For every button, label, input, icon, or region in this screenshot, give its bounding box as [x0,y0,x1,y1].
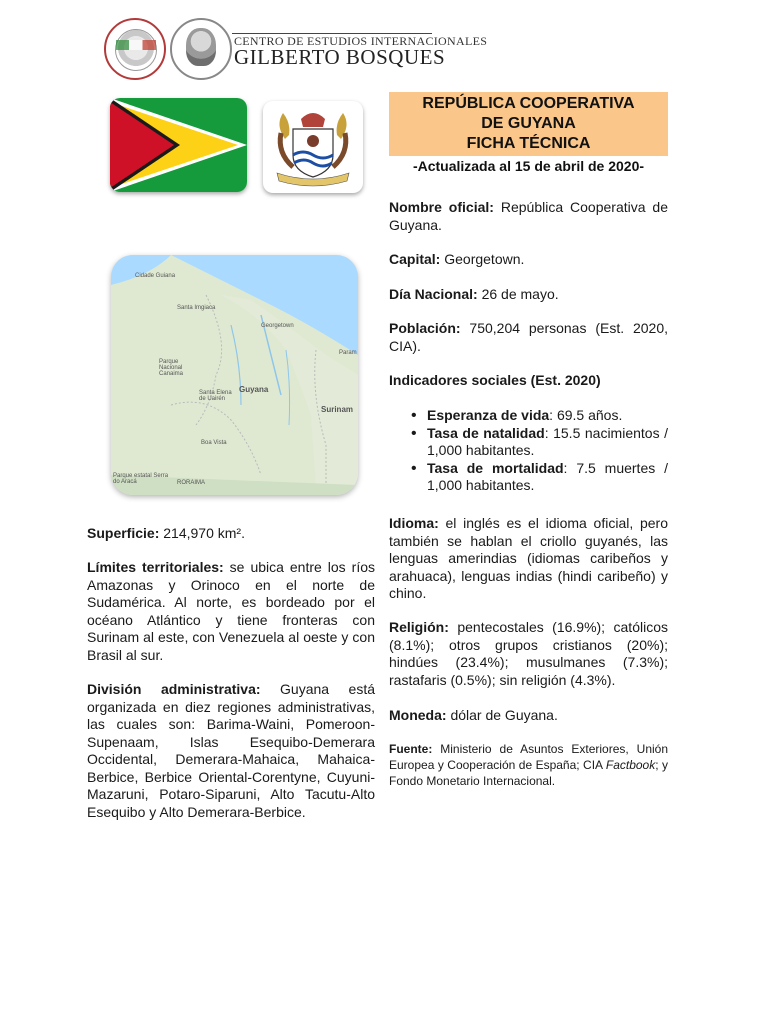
limites-label: Límites territoriales: [87,559,224,575]
indicator-value: : 69.5 años. [549,407,623,423]
superficie-paragraph [87,525,375,543]
division-value: Guyana está organizada en diez regiones administrativas, las cuales son: Barima-Waini, Pomeroon-Supenaam, Islas Esequibo-Demerara Occidental, Demerara-Mahaica, Mahaica-Berbice, Berbice Oriental-Corentyne, Cuyuni-Mazaruni, Potaro-Siparuni, Alto Tacutu-Alto Esequibo y Alto Demerara-Berbice. [87,681,375,820]
map-label: Santa Elena de Uairén [199,390,232,402]
indicator-label: Esperanza de vida [427,407,550,423]
header-subtitle: CENTRO DE ESTUDIOS INTERNACIONALES [234,34,488,48]
division-label: División administrativa: [87,681,261,697]
poblacion-paragraph [389,320,668,355]
religion-paragraph [389,619,668,689]
nombre-label: Nombre oficial: [389,199,494,215]
idioma-value: el inglés es el idioma oficial, pero también se hablan el criollo guyanés, las lenguas amerindias (idiomas caribeños y arahuaca), lenguas indias (hindi caribeño) y chino. [389,515,668,601]
indicator-label: Tasa de natalidad [427,424,545,441]
religion-value: pentecostales (16.9%); católicos (8.1%); otros grupos cristianos (20%); hindúes (23.4%); musulmanes (7.3%); rastafaris (0.5%); sin religión (4.3%). [389,619,668,688]
header-title: GILBERTO BOSQUES [234,45,446,69]
moneda-paragraph [389,707,668,725]
moneda-label: Moneda: [389,707,447,723]
idioma-label: Idioma: [389,515,439,531]
superficie-value: 214,970 km². [159,525,245,541]
indicator-label: Tasa de mortalidad [427,459,564,476]
list-item [427,407,668,425]
fuente-label: Fuente: [389,742,433,756]
moneda-value: dólar de Guyana. [446,707,558,723]
capital-value: Georgetown. [440,251,525,267]
dia-value: 26 de mayo. [477,286,559,302]
map-label: Surinam [321,405,354,414]
title-line-3: FICHA TÉCNICA [466,135,591,152]
nombre-paragraph [389,199,668,234]
poblacion-value: 750,204 personas (Est. 2020, CIA). [389,320,668,354]
fuente-value: Ministerio de Asuntos Exteriores, Unión Europea y Cooperación de España; CIA [389,742,668,772]
division-paragraph [87,681,375,821]
indicadores-list [389,407,668,495]
superficie-label: Superficie: [87,525,160,541]
list-item [427,425,668,460]
list-item [427,460,668,495]
fuente-value-end: ; y Fondo Monetario Internacional. [389,758,669,788]
fuente-paragraph [389,741,668,789]
gilberto-bosques-seal-logo [170,18,232,80]
map-label: Boa Vista [201,440,227,446]
nombre-value: República Cooperativa de Guyana. [389,199,668,233]
limites-paragraph [87,559,375,664]
map-label: Guyana [239,385,269,394]
updated-date: -Actualizada al 15 de abril de 2020- [412,158,645,174]
indicadores-heading: Indicadores sociales (Est. 2020) [389,372,601,388]
capital-label: Capital: [389,251,441,267]
indicator-value: : 15.5 nacimientos / 1,000 habitantes. [427,424,668,458]
portrait-emblem [186,28,216,66]
idioma-paragraph [389,515,668,603]
religion-label: Religión: [389,619,449,635]
map-label: Parque Nacional Canaima [159,359,184,377]
mexico-eagle-emblem [115,29,157,71]
dia-label: Día Nacional: [389,286,478,302]
tricolor-ribbon [116,40,156,50]
map-label: Santa Imgiaca [177,305,216,311]
limites-value: se ubica entre los ríos Amazonas y Orinoco en el norte de Sudamérica. Al norte, es bordeado por el océano Atlántico y tiene fronteras con Surinam al este, con Venezuela al oeste y con Brasil al sur. [87,559,375,663]
map-label: Georgetown [261,323,294,329]
title-line-2: DE GUYANA [481,115,576,132]
map-label: RORAIMA [177,480,206,486]
dia-nacional-paragraph [389,286,668,304]
map-label: Param [339,350,357,356]
coat-of-arms-image [263,101,363,193]
map-label: Parque estatal Serra do Aracá [113,473,169,485]
poblacion-label: Población: [389,320,461,336]
guyana-map-image [111,255,358,495]
map-label: Cidade Guiana [135,273,176,279]
title-line-1: REPÚBLICA COOPERATIVA [422,95,635,112]
document-title-box [389,92,668,156]
capital-paragraph [389,251,668,269]
fuente-italic: Factbook [605,758,656,772]
senate-seal-logo [104,18,166,80]
guyana-flag-image [110,98,247,192]
indicator-value: : 7.5 muertes / 1,000 habitantes. [427,459,669,493]
